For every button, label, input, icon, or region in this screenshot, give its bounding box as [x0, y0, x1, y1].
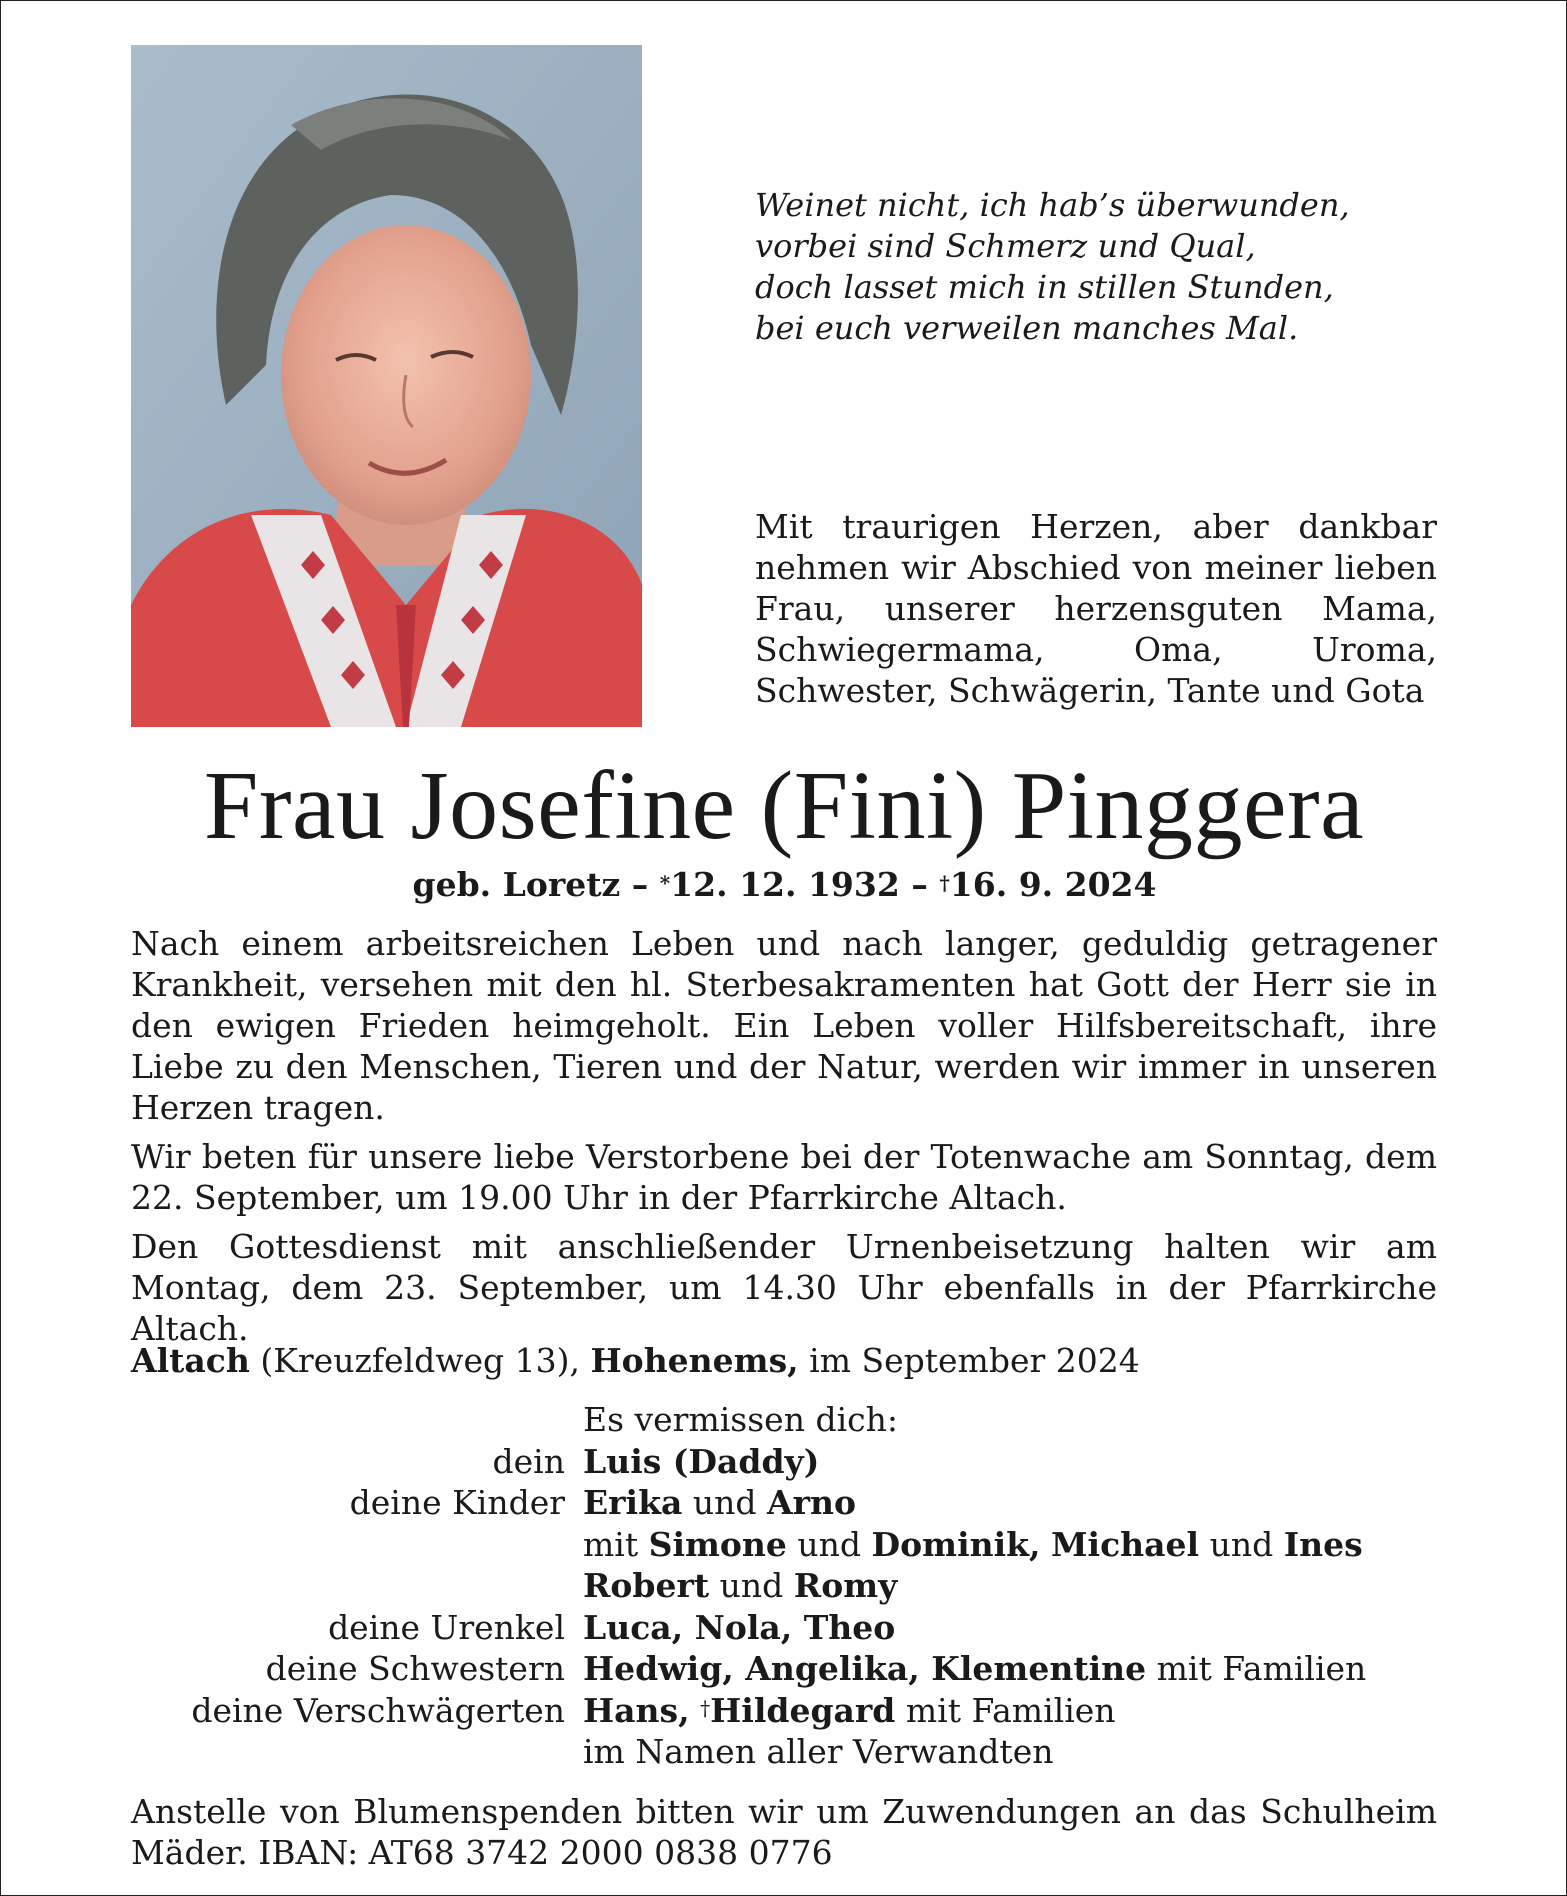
mourners-heading-row — [131, 1399, 1441, 1441]
mourners-list — [131, 1399, 1441, 1773]
life-paragraph: Nach einem arbeitsreichen Leben und nach langer, geduldig getragener Krankheit, versehen mit den hl. Sterbesakramenten hat Gott der Herr sie in den ewigen Frieden heimgeholt. Ein Leben voller Hilfsbereitschaft, ihre Liebe zu den Menschen, Tieren und der Natur, werden wir immer in unseren Herzen tragen. — [131, 924, 1437, 1127]
sisters-names: Hedwig, Angelika, Klementine — [583, 1649, 1147, 1688]
grandchild-name: Simone — [648, 1524, 787, 1564]
portrait-photo — [131, 45, 642, 727]
birth-date: 12. 12. 1932 — [670, 865, 900, 904]
service-paragraph: Den Gottesdienst mit anschließender Urnenbeisetzung halten wir am Montag, dem 23. September, um 14.30 Uhr ebenfalls in der Pfarrkirche Altach. — [131, 1227, 1437, 1348]
mourners-heading: Es vermissen dich: — [583, 1400, 898, 1439]
mourner-row — [131, 1607, 1441, 1649]
relation-label: deine Kinder — [349, 1483, 565, 1522]
conjunction: mit — [583, 1524, 639, 1564]
date-line: im September 2024 — [809, 1341, 1140, 1380]
conjunction: und — [797, 1524, 862, 1564]
relation-label: deine Verschwägerten — [191, 1690, 565, 1730]
mourner-row — [131, 1690, 1441, 1732]
grandchild-name: Dominik, — [871, 1524, 1041, 1564]
poem-line: bei euch verweilen manches Mal. — [755, 309, 1299, 347]
separator: – — [911, 865, 928, 904]
location-line — [131, 1339, 1437, 1383]
relation-label: dein — [492, 1441, 565, 1481]
grandchild-name: Robert — [583, 1566, 710, 1605]
grandchild-name: Ines — [1283, 1524, 1363, 1564]
inlaw-name: Hans, — [583, 1690, 690, 1730]
death-cross-icon: † — [939, 871, 950, 895]
life-dates — [1, 863, 1567, 907]
notice-body — [131, 923, 1437, 1357]
inlaw-name: Hildegard — [710, 1690, 896, 1730]
relation-label: deine Schwestern — [265, 1649, 565, 1688]
with-families: mit Familien — [905, 1690, 1116, 1730]
birth-star-icon: * — [659, 871, 671, 895]
mourner-row — [131, 1565, 1441, 1607]
mourner-row — [131, 1441, 1441, 1483]
great-grandchildren-names: Luca, Nola, Theo — [583, 1607, 896, 1647]
child-name: Erika — [583, 1483, 683, 1522]
poem-line: Weinet nicht, ich hab’s überwunden, — [755, 186, 1350, 224]
mourner-row — [131, 1648, 1441, 1690]
child-name: Arno — [766, 1483, 856, 1522]
grandchild-name: Romy — [793, 1566, 898, 1605]
address: (Kreuzfeldweg 13), — [260, 1341, 580, 1380]
birth-name: geb. Loretz — [412, 865, 621, 904]
mourner-row — [131, 1731, 1441, 1773]
donation-note: Anstelle von Blumenspenden bitten wir um Zuwendungen an das Schulheim Mäder. IBAN: AT68 3742 2000 0838 0776 — [131, 1792, 1437, 1872]
separator: – — [631, 865, 649, 904]
deceased-name: Frau Josefine (Fini) Pinggera — [203, 752, 1365, 860]
death-date: 16. 9. 2024 — [949, 865, 1157, 904]
conjunction: und — [1209, 1524, 1274, 1564]
mourner-row — [131, 1482, 1441, 1524]
wake-paragraph: Wir beten für unsere liebe Verstorbene bei der Totenwache am Sonntag, dem 22. September, um 19.00 Uhr in der Pfarrkirche Altach. — [131, 1137, 1437, 1217]
farewell-intro: Mit traurigen Herzen, aber dankbar nehmen wir Abschied von meiner lieben Frau, unserer herzensguten Mama, Schwiegermama, Oma, Uroma, Schwester, Schwägerin, Tante und Gota — [755, 507, 1437, 710]
relation-label: deine Urenkel — [328, 1607, 565, 1647]
conjunction: und — [692, 1483, 757, 1522]
poem-line: vorbei sind Schmerz und Qual, — [755, 227, 1256, 265]
memorial-poem — [755, 185, 1435, 349]
husband-name: Luis (Daddy) — [583, 1441, 820, 1481]
town-altach: Altach — [131, 1341, 250, 1380]
with-families: mit Familien — [1156, 1649, 1367, 1688]
conjunction: und — [719, 1566, 784, 1605]
all-relatives: im Namen aller Verwandten — [583, 1732, 1054, 1771]
cross-icon: † — [700, 1695, 711, 1720]
mourner-row — [131, 1524, 1441, 1566]
grandchild-name: Michael — [1051, 1524, 1200, 1564]
poem-line: doch lasset mich in stillen Stunden, — [755, 268, 1334, 306]
town-hohenems: Hohenems, — [590, 1341, 799, 1380]
